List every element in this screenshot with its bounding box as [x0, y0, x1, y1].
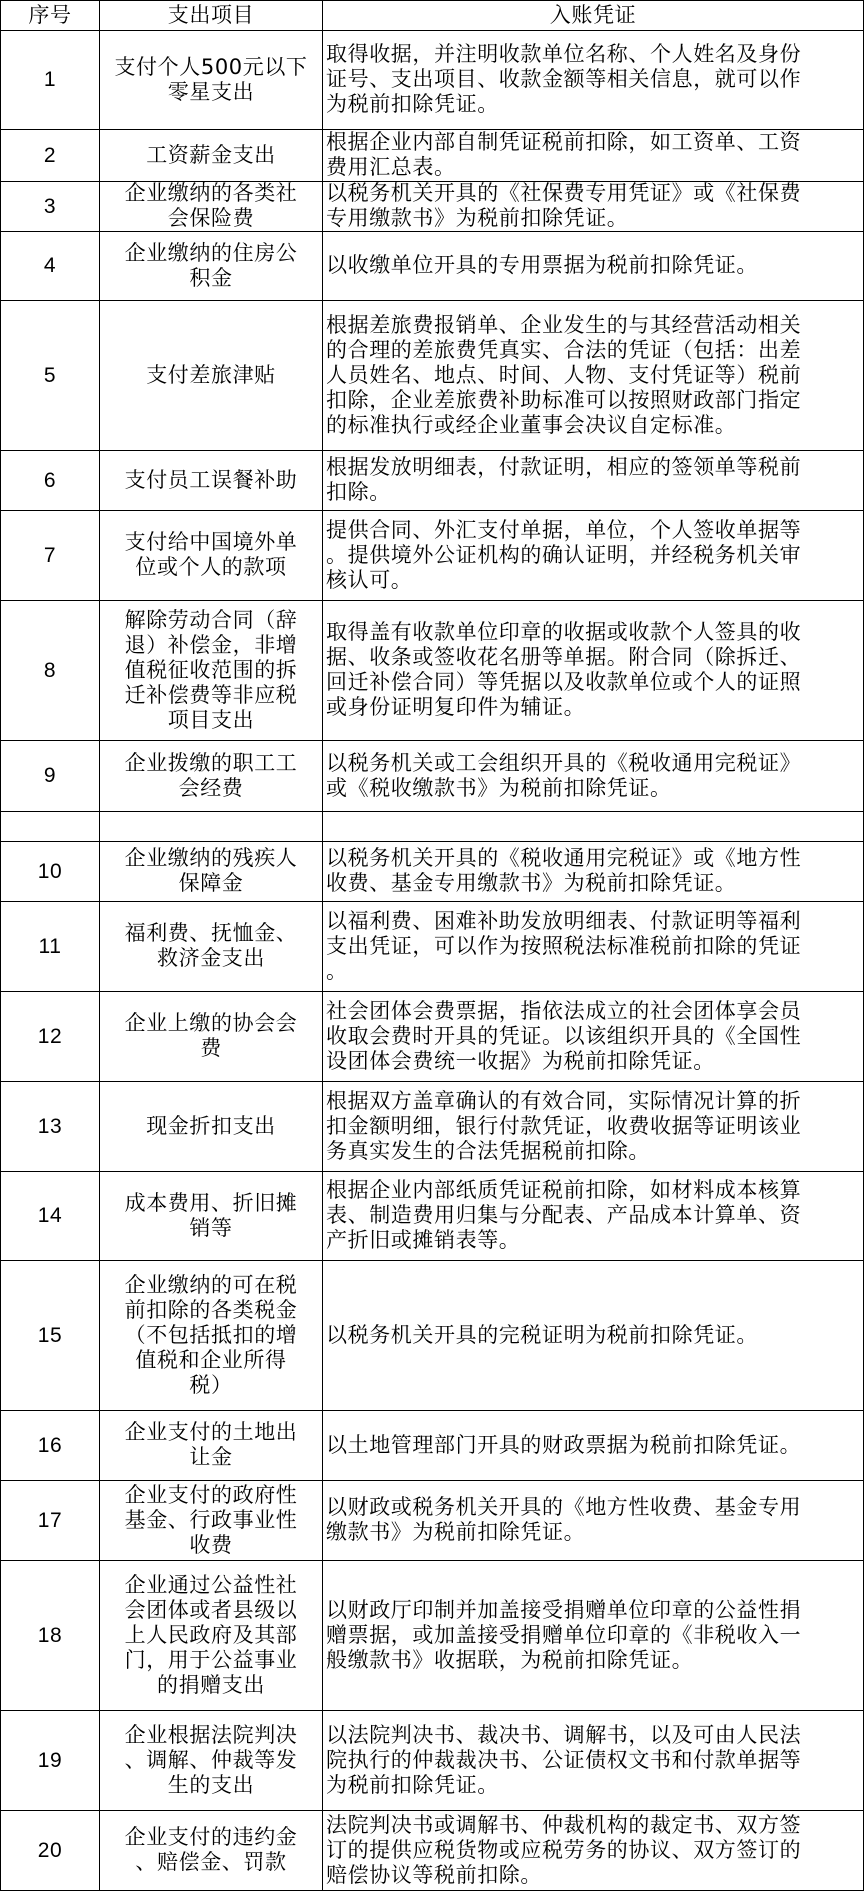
table-row	[0, 811, 864, 842]
expense-item-line: 成本费用、折旧摊	[124, 1190, 298, 1215]
row-number: 19	[37, 1748, 63, 1772]
voucher-line: 的标准执行或经企业董事会决议自定标准。	[326, 412, 737, 437]
row-number: 20	[37, 1838, 63, 1862]
row-number: 15	[37, 1323, 63, 1347]
row-number: 17	[37, 1508, 63, 1532]
voucher-line: 支出凭证，可以作为按照税法标准税前扣除的凭证	[326, 933, 802, 958]
row-number-cell	[1, 991, 100, 1081]
expense-item-line: 迁补偿费等非应税	[124, 682, 298, 707]
voucher-line: 收取会费时开具的凭证。以该组织开具的《全国性	[326, 1023, 802, 1048]
voucher-line: 扣除，企业差旅费补助标准可以按照财政部门指定	[326, 387, 802, 412]
expense-item-line: 企业缴纳的可在税	[124, 1272, 298, 1297]
table-row	[0, 129, 864, 182]
voucher-cell	[323, 1171, 863, 1260]
voucher-cell	[323, 30, 863, 129]
voucher-cell	[323, 740, 863, 811]
voucher-cell	[323, 1081, 863, 1171]
expense-item-line: 生的支出	[167, 1772, 255, 1797]
expense-item-line: 解除劳动合同（辞	[124, 607, 298, 632]
header-label: 支出项目	[167, 3, 255, 27]
row-number: 11	[38, 934, 62, 958]
voucher-line: 的合理的差旅费凭真实、合法的凭证（包括：出差	[326, 337, 802, 362]
table-header-row	[0, 0, 864, 31]
expense-item-cell	[100, 1480, 323, 1560]
expense-item-line: 会团体或者县级以	[124, 1597, 298, 1622]
header-label: 序号	[28, 3, 72, 27]
voucher-line: 表、制造费用归集与分配表、产品成本计算单、资	[326, 1203, 802, 1227]
row-number-cell	[1, 1560, 100, 1710]
row-number: 1	[43, 68, 57, 91]
voucher-cell	[323, 1260, 863, 1410]
expense-item-line: 企业缴纳的各类社	[124, 181, 298, 205]
expense-item-cell	[100, 181, 323, 231]
voucher-line: 根据差旅费报销单、企业发生的与其经营活动相关	[326, 312, 802, 337]
expense-item-cell	[100, 510, 323, 600]
row-number: 13	[37, 1114, 63, 1138]
row-number: 4	[43, 254, 57, 277]
expense-item-cell	[100, 740, 323, 811]
row-number: 5	[43, 363, 57, 387]
expense-item-cell	[100, 811, 323, 841]
row-number-cell	[1, 1710, 100, 1810]
expense-item-cell	[100, 1171, 323, 1260]
table-row	[0, 600, 864, 741]
row-number-cell	[1, 1260, 100, 1410]
voucher-cell	[323, 1810, 863, 1890]
expense-item-line: 企业缴纳的残疾人	[124, 846, 298, 870]
expense-item-line: 会保险费	[167, 206, 255, 230]
expense-item-cell	[100, 600, 323, 740]
expense-item-line: （不包括抵扣的增	[124, 1322, 298, 1347]
expense-item-line: 、调解、仲裁等发	[124, 1747, 298, 1772]
voucher-line: 人员姓名、地点、时间、人物、支付凭证等）税前	[326, 362, 802, 387]
row-number: 3	[43, 194, 57, 218]
voucher-cell	[323, 1560, 863, 1710]
voucher-cell	[323, 510, 863, 600]
expense-item-line: 值税和企业所得	[135, 1347, 287, 1372]
voucher-line: 产折旧或摊销表等。	[326, 1228, 521, 1252]
expense-item-line: 税）	[189, 1372, 233, 1397]
row-number-cell	[1, 841, 100, 901]
expense-item-line: 零星支出	[167, 79, 255, 104]
expense-item-cell	[100, 1260, 323, 1410]
table-row	[0, 181, 864, 232]
expense-item-line: 前扣除的各类税金	[124, 1297, 298, 1322]
row-number-cell	[1, 1810, 100, 1890]
header-cell-voucher	[323, 1, 863, 30]
voucher-line: 专用缴款书》为税前扣除凭证。	[326, 206, 629, 230]
expense-item-cell	[100, 991, 323, 1081]
header-cell-no	[1, 1, 100, 30]
row-number-cell	[1, 901, 100, 991]
expense-item-line: 企业支付的违约金	[124, 1825, 298, 1849]
voucher-cell	[323, 991, 863, 1081]
table-row	[0, 300, 864, 451]
row-number-cell	[1, 811, 100, 841]
voucher-line: 。	[326, 958, 348, 983]
expense-item-line: 会经费	[178, 775, 244, 800]
header-label: 入账凭证	[549, 3, 637, 27]
row-number-cell	[1, 1171, 100, 1260]
table-row	[0, 991, 864, 1082]
voucher-line: 以财政厅印制并加盖接受捐赠单位印章的公益性捐	[326, 1597, 802, 1622]
expense-item-line: 的捐赠支出	[157, 1672, 265, 1697]
expense-item-line: 、赔偿金、罚款	[135, 1850, 287, 1874]
voucher-cell	[323, 1410, 863, 1480]
row-number: 12	[37, 1024, 63, 1048]
voucher-line: 或《税收缴款书》为税前扣除凭证。	[326, 775, 672, 800]
row-number-cell	[1, 1410, 100, 1480]
voucher-line: 证号、支出项目、收款金额等相关信息，就可以作	[326, 67, 802, 91]
table-row	[0, 1410, 864, 1481]
voucher-line: 以税务机关开具的《税收通用完税证》或《地方性	[326, 846, 802, 870]
expense-item-line: 支付给中国境外单	[124, 530, 298, 554]
row-number: 14	[37, 1204, 63, 1227]
voucher-line: 提供合同、外汇支付单据，单位，个人签收单据等	[326, 517, 802, 542]
expense-item-line: 保障金	[178, 871, 244, 895]
expense-item-line: 值税征收范围的拆	[124, 657, 298, 682]
row-number: 7	[43, 543, 57, 567]
voucher-line: 取得盖有收款单位印章的收据或收款个人签具的收	[326, 620, 802, 644]
header-cell-item	[100, 1, 323, 30]
expense-item-line: 企业支付的政府性	[124, 1482, 298, 1507]
voucher-line: 根据发放明细表，付款证明，相应的签领单等税前	[326, 455, 802, 479]
expense-item-cell	[100, 450, 323, 510]
row-number-cell	[1, 600, 100, 740]
expense-item-cell	[100, 300, 323, 450]
voucher-line: 取得收据，并注明收款单位名称、个人姓名及身份	[326, 42, 802, 66]
expense-item-line: 企业通过公益性社	[124, 1572, 298, 1597]
expense-item-line: 积金	[189, 265, 233, 290]
voucher-line: 以税务机关开具的完税证明为税前扣除凭证。	[326, 1322, 758, 1347]
voucher-line: 以税务机关或工会组织开具的《税收通用完税证》	[326, 750, 802, 775]
expense-item-cell	[100, 30, 323, 129]
voucher-line: 扣金额明细，银行付款凭证，收费收据等证明该业	[326, 1113, 802, 1138]
voucher-line: 以土地管理部门开具的财政票据为税前扣除凭证。	[326, 1432, 802, 1457]
expense-item-line: 企业拨缴的职工工	[124, 750, 298, 775]
table-row	[0, 30, 864, 130]
voucher-cell	[323, 231, 863, 300]
expense-item-cell	[100, 901, 323, 991]
table-row	[0, 1810, 864, 1891]
row-number-cell	[1, 1081, 100, 1171]
voucher-line: 社会团体会费票据，指依法成立的社会团体享会员	[326, 998, 802, 1023]
row-number: 6	[43, 468, 57, 492]
expense-item-line: 位或个人的款项	[135, 555, 287, 579]
expense-item-line: 企业缴纳的住房公	[124, 240, 298, 265]
table-row	[0, 901, 864, 992]
voucher-line: 务真实发生的合法凭据税前扣除。	[326, 1138, 650, 1163]
voucher-line: 院执行的仲裁裁决书、公证债权文书和付款单据等	[326, 1747, 802, 1772]
row-number: 10	[37, 859, 63, 883]
voucher-line: 根据企业内部纸质凭证税前扣除，如材料成本核算	[326, 1178, 802, 1202]
voucher-line: 设团体会费统一收据》为税前扣除凭证。	[326, 1048, 715, 1073]
voucher-cell	[323, 1710, 863, 1810]
voucher-line: 缴款书》为税前扣除凭证。	[326, 1520, 586, 1544]
voucher-line: 为税前扣除凭证。	[326, 1772, 499, 1797]
expense-item-cell	[100, 1081, 323, 1171]
voucher-line: 订的提供应税货物或应税劳务的协议、双方签订的	[326, 1837, 802, 1862]
expense-item-cell	[100, 1710, 323, 1810]
table-row	[0, 841, 864, 902]
row-number-cell	[1, 231, 100, 300]
row-number: 18	[37, 1623, 63, 1647]
row-number-cell	[1, 1480, 100, 1560]
voucher-cell	[323, 600, 863, 740]
voucher-cell	[323, 841, 863, 901]
expense-item-cell	[100, 1560, 323, 1710]
voucher-line: 根据双方盖章确认的有效合同，实际情况计算的折	[326, 1088, 802, 1113]
row-number-cell	[1, 30, 100, 129]
voucher-cell	[323, 1480, 863, 1560]
voucher-line: 以税务机关开具的《社保费专用凭证》或《社保费	[326, 181, 802, 205]
expense-item-line: 企业根据法院判决	[124, 1722, 298, 1747]
voucher-cell	[323, 181, 863, 231]
row-number: 16	[37, 1433, 63, 1457]
row-number-cell	[1, 129, 100, 181]
voucher-line: 赔偿协议等税前扣除。	[326, 1862, 542, 1887]
voucher-line: 回迁补偿合同）等凭据以及收款单位或个人的证照	[326, 670, 802, 694]
voucher-line: 法院判决书或调解书、仲裁机构的裁定书、双方签	[326, 1812, 802, 1837]
expense-item-line: 支付差旅津贴	[146, 362, 276, 387]
row-number-cell	[1, 740, 100, 811]
voucher-line: 扣除。	[326, 480, 391, 504]
voucher-line: 以福利费、困难补助发放明细表、付款证明等福利	[326, 908, 802, 933]
table-row	[0, 1710, 864, 1811]
voucher-cell	[323, 811, 863, 841]
voucher-cell	[323, 129, 863, 181]
table-row	[0, 1081, 864, 1172]
voucher-line: 以法院判决书、裁决书、调解书，以及可由人民法	[326, 1722, 802, 1747]
voucher-line: 或身份证明复印件为辅证。	[326, 695, 586, 719]
table-row	[0, 510, 864, 601]
row-number-cell	[1, 300, 100, 450]
voucher-line: 核认可。	[326, 567, 413, 592]
expense-item-line: 退）补偿金，非增	[124, 632, 298, 657]
voucher-line: 以财政或税务机关开具的《地方性收费、基金专用	[326, 1495, 802, 1519]
voucher-line: 般缴款书》收据联，为税前扣除凭证。	[326, 1647, 694, 1672]
table-row	[0, 1260, 864, 1411]
expense-item-line: 救济金支出	[157, 946, 265, 970]
voucher-cell	[323, 450, 863, 510]
voucher-line: 费用汇总表。	[326, 155, 456, 179]
voucher-line: 收费、基金专用缴款书》为税前扣除凭证。	[326, 871, 737, 895]
expense-item-line: 工资薪金支出	[146, 142, 276, 167]
row-number-cell	[1, 510, 100, 600]
expense-item-line: 现金折扣支出	[146, 1113, 276, 1138]
row-number: 8	[43, 658, 57, 682]
expense-item-line: 支付个人500元以下	[114, 54, 308, 79]
expense-item-line: 项目支出	[167, 707, 255, 732]
voucher-line: 赠票据，或加盖接受捐赠单位印章的《非税收入一	[326, 1622, 802, 1647]
voucher-line: 据、收条或签收花名册等单据。附合同（除拆迁、	[326, 645, 802, 669]
expense-item-cell	[100, 129, 323, 181]
expense-item-line: 门，用于公益事业	[124, 1647, 298, 1672]
voucher-line: 。提供境外公证机构的确认证明，并经税务机关审	[326, 542, 802, 567]
expense-item-cell	[100, 1810, 323, 1890]
expense-item-line: 费	[200, 1036, 222, 1060]
voucher-cell	[323, 300, 863, 450]
expense-item-line: 收费	[189, 1532, 233, 1557]
expense-item-cell	[100, 841, 323, 901]
row-number: 2	[43, 143, 57, 167]
row-number: 9	[43, 764, 57, 787]
expense-item-line: 基金、行政事业性	[124, 1507, 298, 1532]
row-number-cell	[1, 181, 100, 231]
table-row	[0, 1560, 864, 1711]
expense-item-line: 福利费、抚恤金、	[124, 921, 298, 945]
table-row	[0, 231, 864, 301]
table-row	[0, 450, 864, 511]
expense-item-line: 让金	[189, 1445, 233, 1469]
voucher-line: 根据企业内部自制凭证税前扣除，如工资单、工资	[326, 130, 802, 154]
voucher-cell	[323, 901, 863, 991]
expense-item-line: 企业支付的土地出	[124, 1420, 298, 1444]
table-row	[0, 1171, 864, 1261]
expense-item-line: 销等	[189, 1215, 233, 1240]
row-number-cell	[1, 450, 100, 510]
table-row	[0, 740, 864, 812]
expense-item-line: 支付员工误餐补助	[124, 467, 298, 492]
voucher-line: 以收缴单位开具的专用票据为税前扣除凭证。	[326, 253, 758, 277]
expense-item-line: 上人民政府及其部	[124, 1622, 298, 1647]
expense-item-cell	[100, 1410, 323, 1480]
expense-item-cell	[100, 231, 323, 300]
table-row	[0, 1480, 864, 1561]
expense-item-line: 企业上缴的协会会	[124, 1011, 298, 1035]
voucher-line: 为税前扣除凭证。	[326, 92, 499, 116]
